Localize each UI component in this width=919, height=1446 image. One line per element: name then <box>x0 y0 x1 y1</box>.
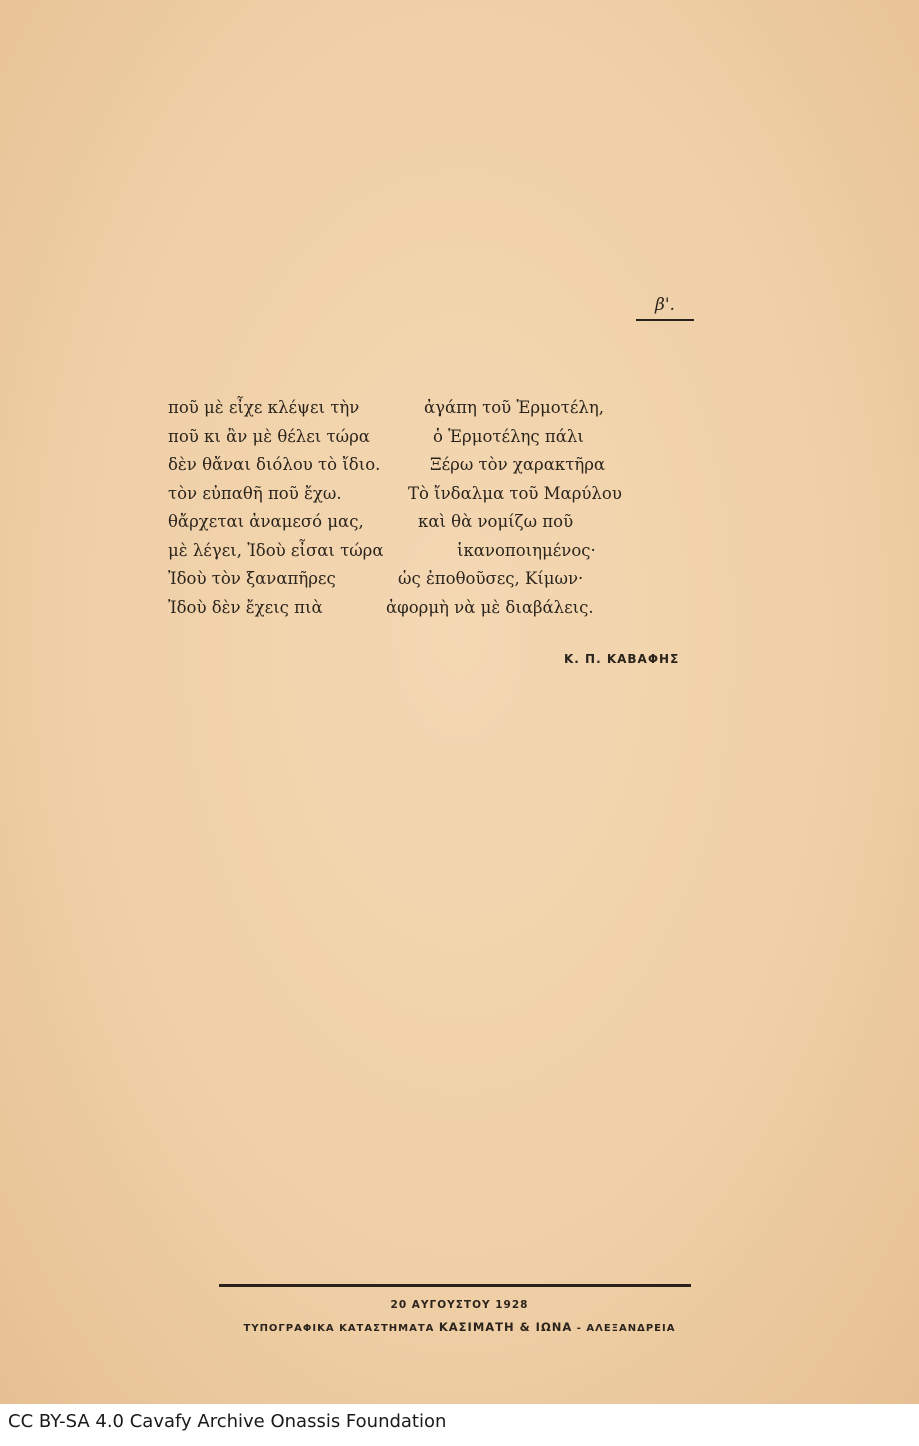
hemistich-second: Ξέρω τὸν χαρακτῆρα <box>430 455 606 474</box>
hemistich-first: μὲ λέγει, Ἰδοὺ εἶσαι τώρα <box>168 540 384 560</box>
printer-city: ΑΛΕΞΑΝΔΡΕΙΑ <box>586 1323 676 1334</box>
hemistich-first: τὸν εὐπαθῆ ποῦ ἔχω. <box>168 483 342 503</box>
license-credit: CC BY-SA 4.0 Cavafy Archive Onassis Foundation <box>8 1411 447 1432</box>
hemistich-first: Ἰδοὺ τὸν ξαναπῆρες <box>168 569 336 588</box>
hemistich-first: θἄρχεται ἀναμεσό μας, <box>168 512 364 531</box>
footer-rule <box>219 1284 691 1287</box>
printer-imprint <box>0 1320 919 1334</box>
hemistich-first: ποῦ μὲ εἶχε κλέψει τὴν <box>168 398 360 417</box>
section-mark: β'. <box>636 293 694 321</box>
hemistich-second: ὡς ἐποθοῦσες, Κίμων· <box>398 569 584 588</box>
hemistich-second: ἀφορμὴ νὰ μὲ διαβάλεις. <box>386 597 594 617</box>
hemistich-first: ποῦ κι ἂν μὲ θέλει τώρα <box>168 426 370 446</box>
poem-line <box>168 508 668 537</box>
poem-line <box>168 537 668 566</box>
publication-date: 20 ΑΥΓΟΥΣΤΟΥ 1928 <box>390 1299 529 1311</box>
poem-line <box>168 423 668 452</box>
hemistich-second: ἱκανοποιημένος· <box>457 540 596 560</box>
poem-line <box>168 594 668 623</box>
hemistich-first: δὲν θἄναι διόλου τὸ ἴδιο. <box>168 455 381 474</box>
hemistich-second: ἀγάπη τοῦ Ἑρμοτέλη, <box>424 398 604 417</box>
author-signature: Κ. Π. ΚΑΒΑΦΗΣ <box>564 652 680 666</box>
poem <box>168 394 668 622</box>
poem-line <box>168 480 668 509</box>
hemistich-second: καὶ θὰ νομίζω ποῦ <box>418 512 574 531</box>
poem-line <box>168 394 668 423</box>
printer-prefix: ΤΥΠΟΓΡΑΦΙΚΑ ΚΑΤΑΣΤΗΜΑΤΑ <box>243 1323 435 1334</box>
hemistich-first: Ἰδοὺ δὲν ἔχεις πιὰ <box>168 597 323 617</box>
hemistich-second: Τὸ ἴνδαλμα τοῦ Μαρύλου <box>408 483 622 503</box>
printer-name: ΚΑΣΙΜΑΤΗ & ΙΩΝΑ <box>438 1320 573 1334</box>
printer-separator: - <box>576 1323 582 1334</box>
poem-line <box>168 565 668 594</box>
poem-line <box>168 451 668 480</box>
hemistich-second: ὁ Ἑρμοτέλης πάλι <box>433 426 584 446</box>
